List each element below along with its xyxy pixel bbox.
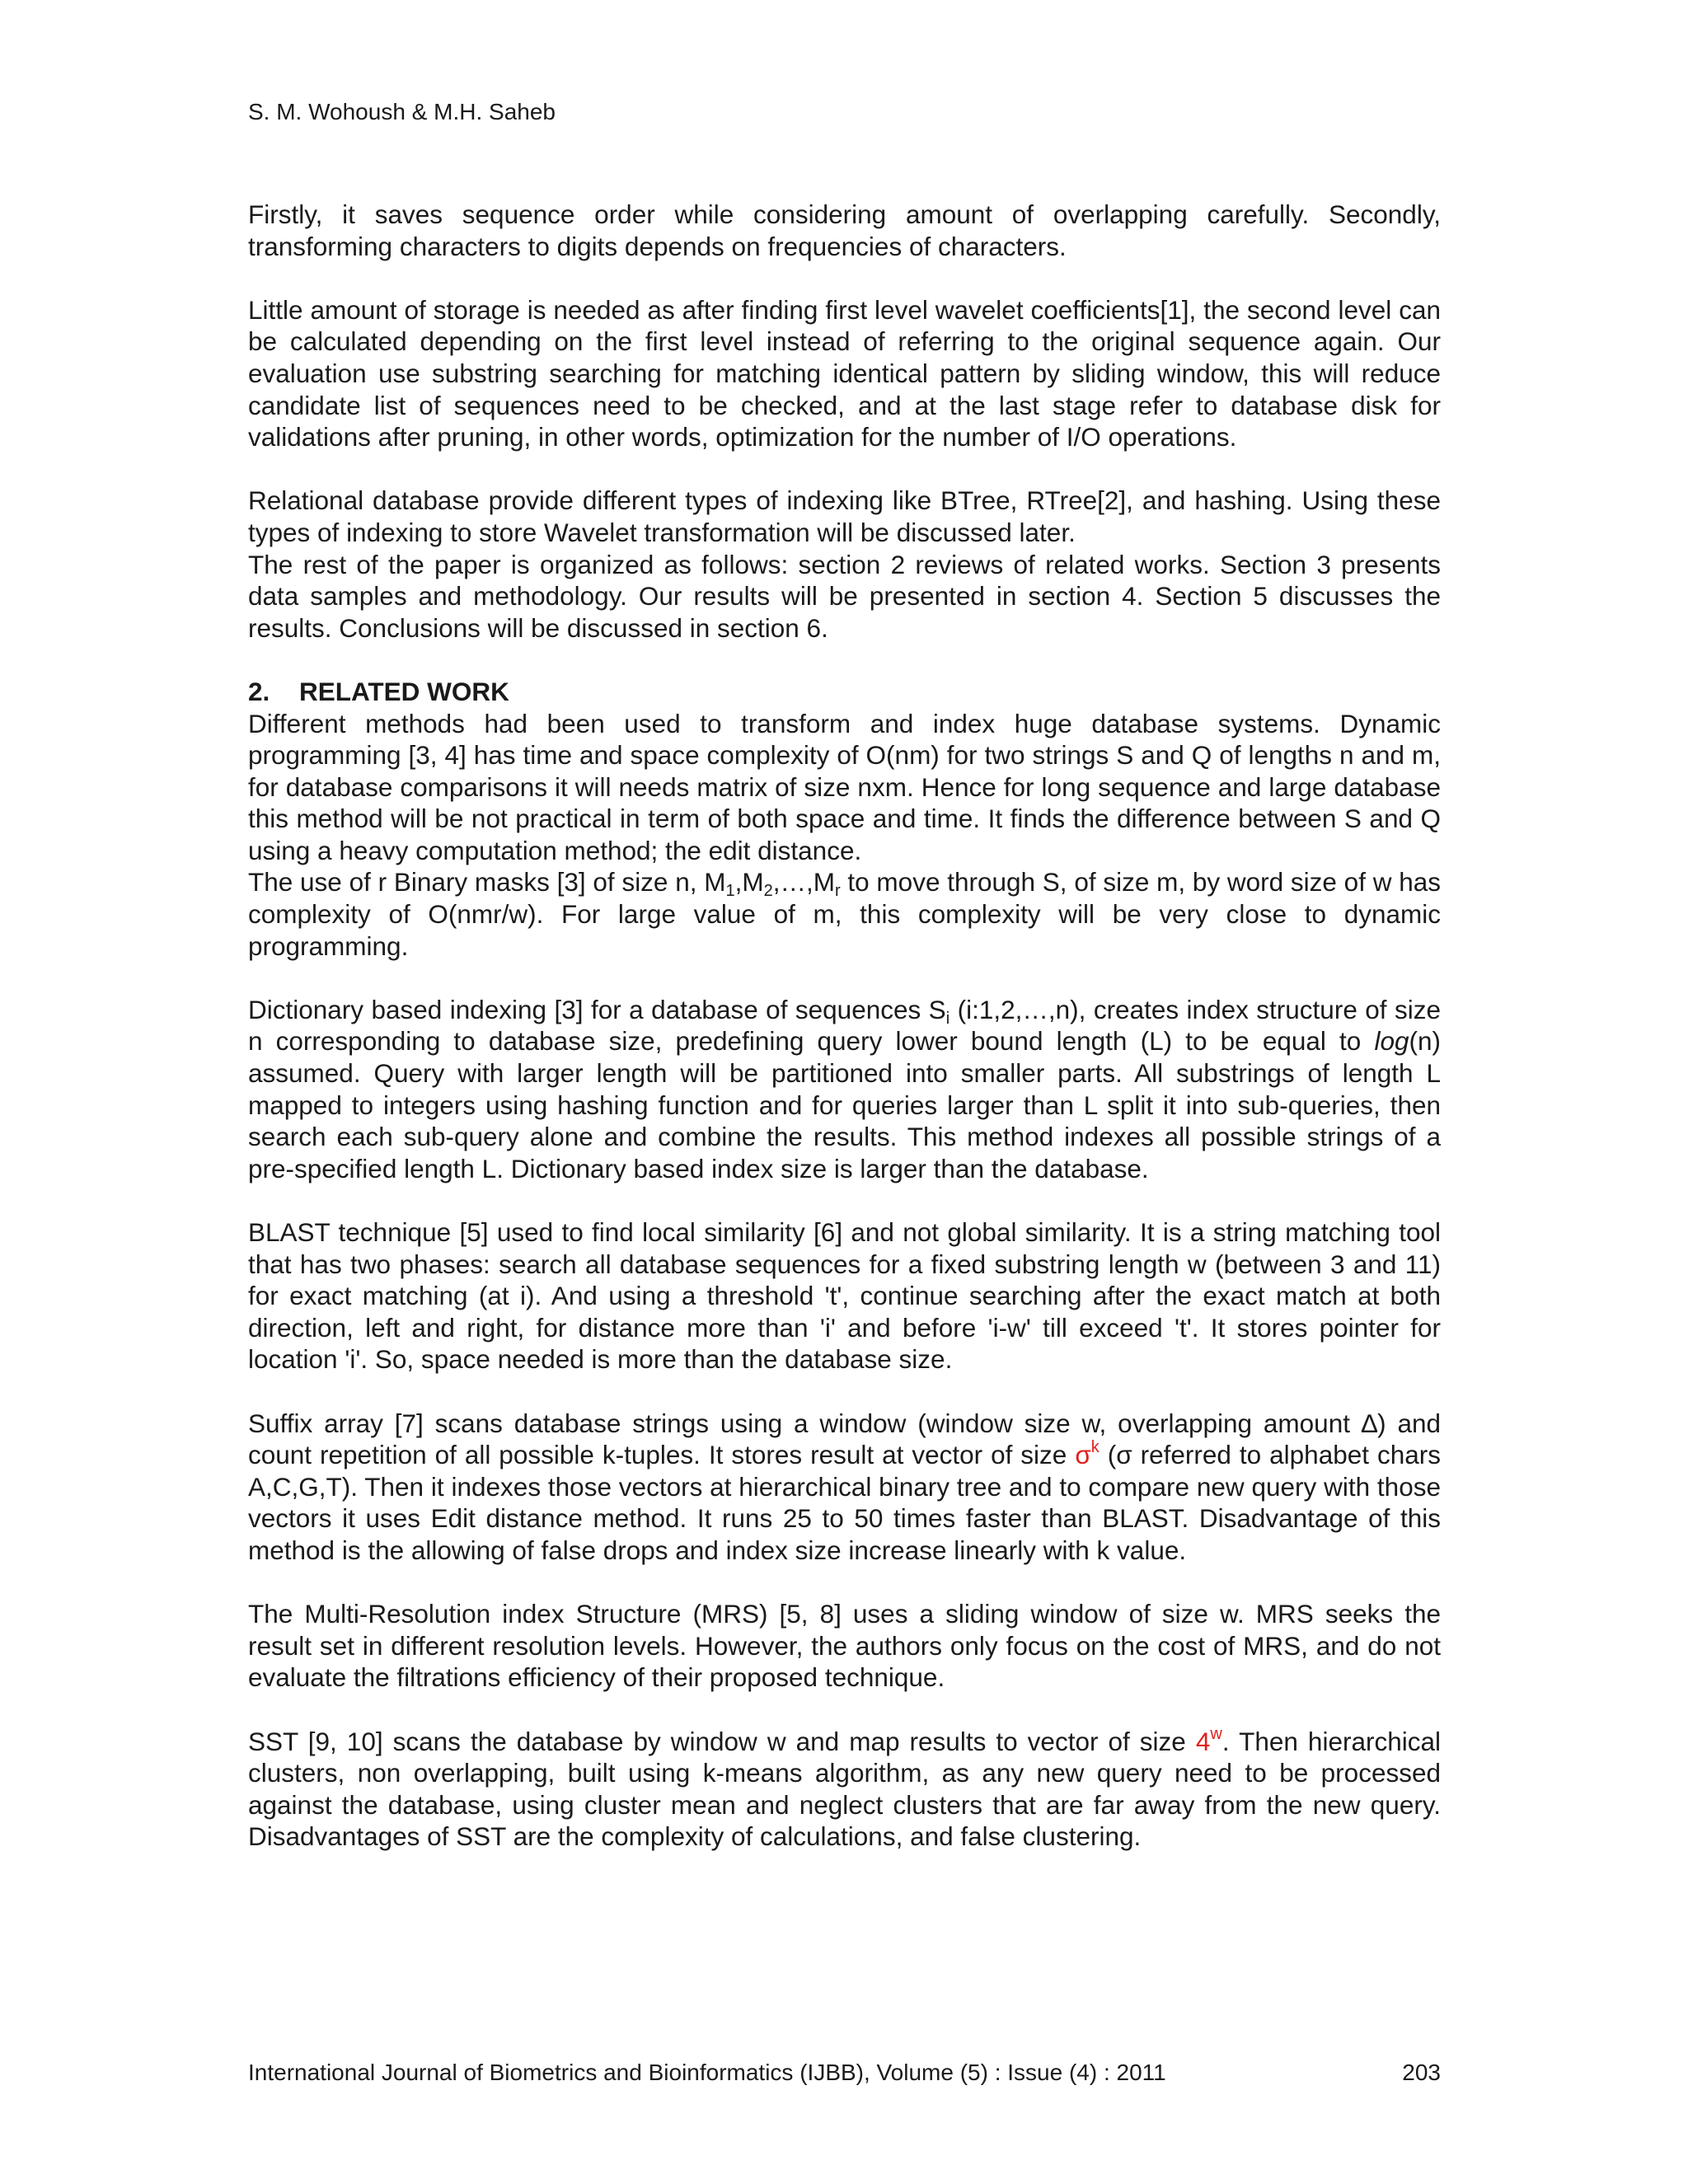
section-number: 2. [248, 676, 270, 706]
paragraph: Firstly, it saves sequence order while considering amount of overlapping carefully. Secondly, transforming characters to digits depends on frequencies of characters. [248, 199, 1441, 261]
section-heading [248, 676, 1441, 708]
body-text [248, 199, 1441, 1884]
paragraph: The use of r Binary masks [3] of size n, $M_1,M_2,\dots,M_r$ to move through S, of size m, by word size of w has complexity of O(nmr/w). For large value of m, this complexity will be very close to dynamic programming. [248, 867, 1441, 961]
paragraph: Different methods had been used to transform and index huge database systems. Dynamic programming [3, 4] has time and space complexity of O(nm) for two strings S and Q of lengths n and m, for database comparisons it will needs matrix of size nxm. Hence for long sequence and large database this method will be not practical in term of both space and time. It finds the difference between S and Q using a heavy computation method; the edit distance. [248, 708, 1441, 865]
paragraph: BLAST technique [5] used to find local similarity [6] and not global similarity. It is a string matching tool that has two phases: search all database sequences for a fixed substring length w (between 3 and 11) for exact matching (at i). And using a threshold 't', continue searching after the exact match at both direction, left and right, for distance more than 'i' and before 'i-w' till exceed 't'. It stores pointer for location 'i'. So, space needed is more than the database size. [248, 1217, 1441, 1375]
paragraph: Suffix array [7] scans database strings using a window (window size w, overlapping amount ∆) and count repetition of all possible k-tuples. It stores result at vector of size $\sigma^k$ (σ referred to alphabet chars A,C,G,T). Then it indexes those vectors at hierarchical binary tree and to compare new query with those vectors it uses Edit distance method. It runs 25 to 50 times faster than BLAST. Disadvantage of this method is the allowing of false drops and index size increase linearly with k value. [248, 1408, 1442, 1565]
paragraph: Relational database provide different types of indexing like BTree, RTree[2], and hashing. Using these types of indexing to store Wavelet transformation will be discussed later. [248, 485, 1441, 547]
paragraph: Little amount of storage is needed as after finding first level wavelet coefficients[1], the second level can be calculated depending on the first level instead of referring to the original sequence again. Our evaluation use substring searching for matching identical pattern by sliding window, this will reduce candidate list of sequences need to be checked, and at the last stage refer to database disk for validations after pruning, in other words, optimization for the number of I/O operations. [248, 294, 1441, 452]
page-number: 203 [1402, 2060, 1441, 2085]
journal-citation: International Journal of Biometrics and Bioinformatics (IJBB), Volume (5) : Issue (4) : 2011 [248, 2060, 1166, 2085]
sigma-symbol: σ [1075, 1440, 1091, 1470]
paragraph: SST [9, 10] scans the database by window w and map results to vector of size 4$^w$. Then hierarchical clusters, non overlapping, built using k-means algorithm, as any new query need to be processed against the database, using cluster mean and neglect clusters that are far away from the new query. Disadvantages of SST are the complexity of calculations, and false clustering. [248, 1724, 1441, 1852]
section-title: RELATED WORK [299, 676, 509, 706]
paragraph: Dictionary based indexing [3] for a database of sequences $S_i$ (i:1,2,…,n), creates index structure of size n corresponding to database size, predefining query lower bound length (L) to be equal to log(n) assumed. Query with larger length will be partitioned into smaller parts. All substrings of length L mapped to integers using hashing function and for queries larger than L split it into sub-queries, then search each sub-query alone and combine the results. This method indexes all possible strings of a pre-specified length L. Dictionary based index size is larger than the database. [248, 994, 1441, 1183]
paragraph: The rest of the paper is organized as follows: section 2 reviews of related works. Section 3 presents data samples and methodology. Our results will be presented in section 4. Section 5 discusses the results. Conclusions will be discussed in section 6. [248, 549, 1441, 643]
paragraph: The Multi-Resolution index Structure (MRS) [5, 8] uses a sliding window of size w. MRS seeks the result set in different resolution levels. However, the authors only focus on the cost of MRS, and do not evaluate the filtrations efficiency of their proposed technique. [248, 1599, 1441, 1693]
running-header: S. M. Wohoush & M.H. Saheb [248, 99, 556, 124]
